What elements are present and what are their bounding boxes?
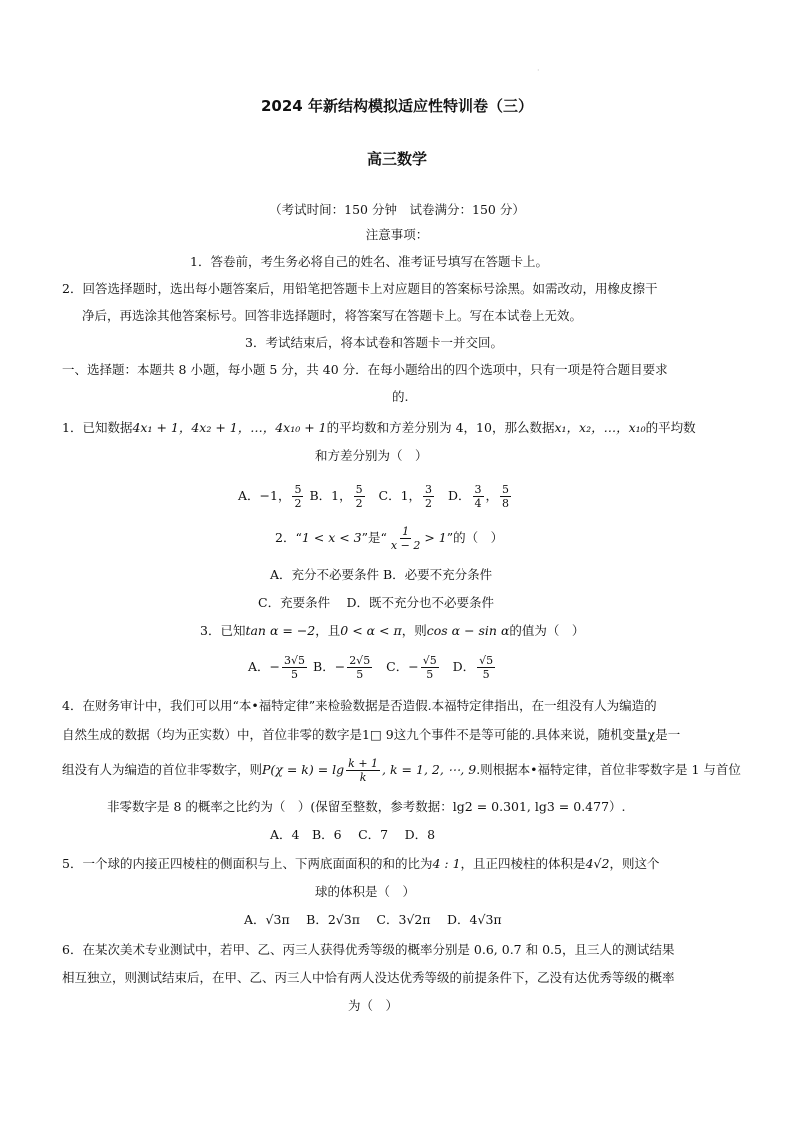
- question-4-line-3: [62, 755, 741, 785]
- negative-sign: −: [408, 659, 419, 674]
- q1-option-a-label: A．: [238, 488, 260, 503]
- question-6-line-2: 相互独立，则测试结束后，在甲、乙、丙三人中恰有两人没达优秀等级的前提条件下，乙没有达优秀等级的概率: [62, 970, 675, 985]
- q1-data-1: 4x₁ + 1，4x₂ + 1，…，4x₁₀ + 1: [132, 420, 327, 435]
- q3-option-a-label: A．: [248, 659, 270, 674]
- fraction-denominator: k: [359, 771, 367, 784]
- question-4-options: A．4 B．6 C．7 D．8: [270, 827, 436, 842]
- q4-range: , k = 1, 2, ⋯, 9: [382, 762, 477, 777]
- q3-expr-3: cos α − sin α: [426, 623, 510, 638]
- q1-option-d-fraction-1: [473, 483, 484, 510]
- page-mark: ·: [537, 66, 540, 75]
- q3-option-a-fraction: [282, 654, 307, 681]
- fraction-denominator: 5: [482, 668, 490, 681]
- q2-prefix: 2．“: [275, 530, 302, 545]
- q1-data-2: x₁，x₂，…，x₁₀: [554, 420, 646, 435]
- fraction-denominator: 2: [294, 497, 302, 510]
- fraction-numerator: 3: [425, 483, 433, 496]
- q4-line-3-text: 组没有人为编造的首位非零数字，则: [62, 762, 263, 777]
- question-2-options-cd: C．充要条件 D．既不充分也不必要条件: [258, 595, 495, 610]
- q3-option-d-label: D．: [452, 659, 476, 674]
- fraction-numerator: √5: [479, 654, 494, 667]
- q5-text-b: ，且正四棱柱的体积是: [460, 856, 586, 871]
- page-title: 2024 年新结构模拟适应性特训卷（三）: [261, 97, 533, 115]
- fraction-numerator: 3: [474, 483, 482, 496]
- question-2-line: [275, 523, 503, 553]
- q1-option-b-label: B．1，: [309, 488, 352, 503]
- question-4-line-4: 非零数字是 8 的概率之比约为（ ）(保留至整数，参考数据：lg2 = 0.301, lg3 = 0.477）.: [107, 799, 626, 814]
- question-6-line-3: 为（ ）: [348, 998, 399, 1013]
- fraction-denominator: 5: [291, 668, 299, 681]
- q1-option-d-label: D．: [447, 488, 471, 503]
- fraction-numerator: 5: [502, 483, 510, 496]
- q3-option-b-fraction: [347, 654, 372, 681]
- q3-expr-2: 0 < α < π: [340, 623, 402, 638]
- q3-option-b-label: B．: [313, 659, 335, 674]
- fraction-denominator: 2: [425, 497, 433, 510]
- fraction-denominator: x − 2: [390, 539, 421, 552]
- section-1-line-2: 的.: [392, 389, 409, 404]
- notice-item-2-line-2: 净后，再选涂其他答案标号。回答非选择题时，将答案写在答题卡上。写在本试卷上无效。: [82, 308, 583, 323]
- q1-mid: 的平均数和方差分别为 4，10，那么数据: [326, 420, 555, 435]
- fraction-numerator: 2√5: [349, 654, 371, 667]
- q3-option-c-fraction: [421, 654, 439, 681]
- q2-suffix: ”的（ ）: [446, 530, 504, 545]
- q5-text-c: ，则这个: [609, 856, 660, 871]
- q1-option-c-fraction: [423, 483, 434, 510]
- q5-text-a: 5．一个球的内接正四棱柱的侧面积与上、下两底面面积的和的比为: [62, 856, 433, 871]
- q1-option-a-fraction: [292, 483, 303, 510]
- fraction-numerator: 5: [355, 483, 363, 496]
- section-1-line-1: 一、选择题：本题共 8 小题，每小题 5 分，共 40 分．在每小题给出的四个选项中，只有一项是符合题目要求: [62, 362, 668, 377]
- question-5-options: A．√3π B．2√3π C．3√2π D．4√3π: [244, 912, 502, 927]
- question-6-line-1: 6．在某次美术专业测试中，若甲、乙、丙三人获得优秀等级的概率分别是 0.6, 0.7 和 0.5，且三人的测试结果: [62, 942, 675, 957]
- fraction-denominator: 5: [426, 668, 434, 681]
- question-1-line-1: [62, 419, 696, 437]
- question-1-line-2: 和方差分别为（ ）: [315, 448, 428, 463]
- q3-expr-1: tan α = −2: [245, 623, 316, 638]
- q3-suffix: 的值为（ ）: [509, 623, 585, 638]
- q5-ratio: 4 : 1: [432, 856, 461, 871]
- q3-mid-2: ，则: [401, 623, 427, 638]
- q3-option-d-fraction: [477, 654, 495, 681]
- fraction-numerator: 1: [402, 525, 410, 538]
- page-subtitle: 高三数学: [366, 150, 427, 168]
- notice-item-1: 1．答卷前，考生务必将自己的姓名、准考证号填写在答题卡上。: [190, 254, 548, 269]
- fraction-numerator: k + 1: [348, 757, 379, 770]
- q4-fraction: [346, 757, 380, 784]
- fraction-denominator: 4: [474, 497, 482, 510]
- q2-inequality: > 1: [424, 530, 447, 545]
- q5-volume: 4√2: [585, 856, 610, 871]
- q3-mid-1: ，且: [315, 623, 341, 638]
- question-2-options-ab: A．充分不必要条件 B．必要不充分条件: [270, 567, 493, 582]
- negative-sign: −: [334, 659, 346, 674]
- q1-suffix: 的平均数: [645, 420, 696, 435]
- fraction-numerator: 3√5: [284, 654, 306, 667]
- fraction-denominator: 5: [356, 668, 364, 681]
- q1-prefix: 1．已知数据: [62, 420, 133, 435]
- exam-info: （考试时间：150 分钟 试卷满分：150 分）: [269, 202, 525, 217]
- q1-option-d-fraction-2: [500, 483, 511, 510]
- question-3-line: [200, 622, 584, 640]
- q3-option-c-label: C．: [386, 659, 409, 674]
- question-5-line-2: 球的体积是（ ）: [315, 884, 416, 899]
- q1-option-b-fraction: [354, 483, 365, 510]
- notice-heading: 注意事项：: [365, 227, 429, 242]
- negative-sign: −: [269, 659, 281, 674]
- q2-condition: 1 < x < 3: [301, 530, 362, 545]
- fraction-numerator: √5: [422, 654, 437, 667]
- question-1-options: [238, 482, 513, 510]
- q1-option-d-separator: ，: [485, 488, 499, 503]
- q4-probability: P(χ = k) = lg: [262, 762, 345, 777]
- notice-item-3: 3．考试结束后，将本试卷和答题卡一并交回。: [245, 335, 503, 350]
- question-4-line-2: 自然生成的数据（均为正实数）中，首位非零的数字是1□ 9这九个事件不是等可能的.具体来说，随机变量χ是一: [62, 727, 681, 742]
- question-3-options: [248, 653, 497, 681]
- question-4-line-1: 4．在财务审计中，我们可以用“本•福特定律”来检验数据是否造假.本福特定律指出，在一组没有人为编造的: [62, 698, 657, 713]
- q3-prefix: 3．已知: [200, 623, 246, 638]
- q2-mid: ”是“: [361, 530, 387, 545]
- fraction-denominator: 8: [502, 497, 510, 510]
- q2-fraction: [389, 525, 422, 552]
- question-5-line-1: [62, 855, 659, 873]
- fraction-numerator: 5: [294, 483, 302, 496]
- q4-line-3-tail: .则根据本•福特定律，首位非零数字是 1 与首位: [476, 762, 741, 777]
- fraction-denominator: 2: [355, 497, 363, 510]
- q1-option-c-label: C．1，: [378, 488, 422, 503]
- q1-option-a-value: −1，: [259, 488, 291, 503]
- notice-item-2-line-1: 2．回答选择题时，选出每小题答案后，用铅笔把答题卡上对应题目的答案标号涂黑。如需改动，用橡皮擦干: [62, 281, 658, 296]
